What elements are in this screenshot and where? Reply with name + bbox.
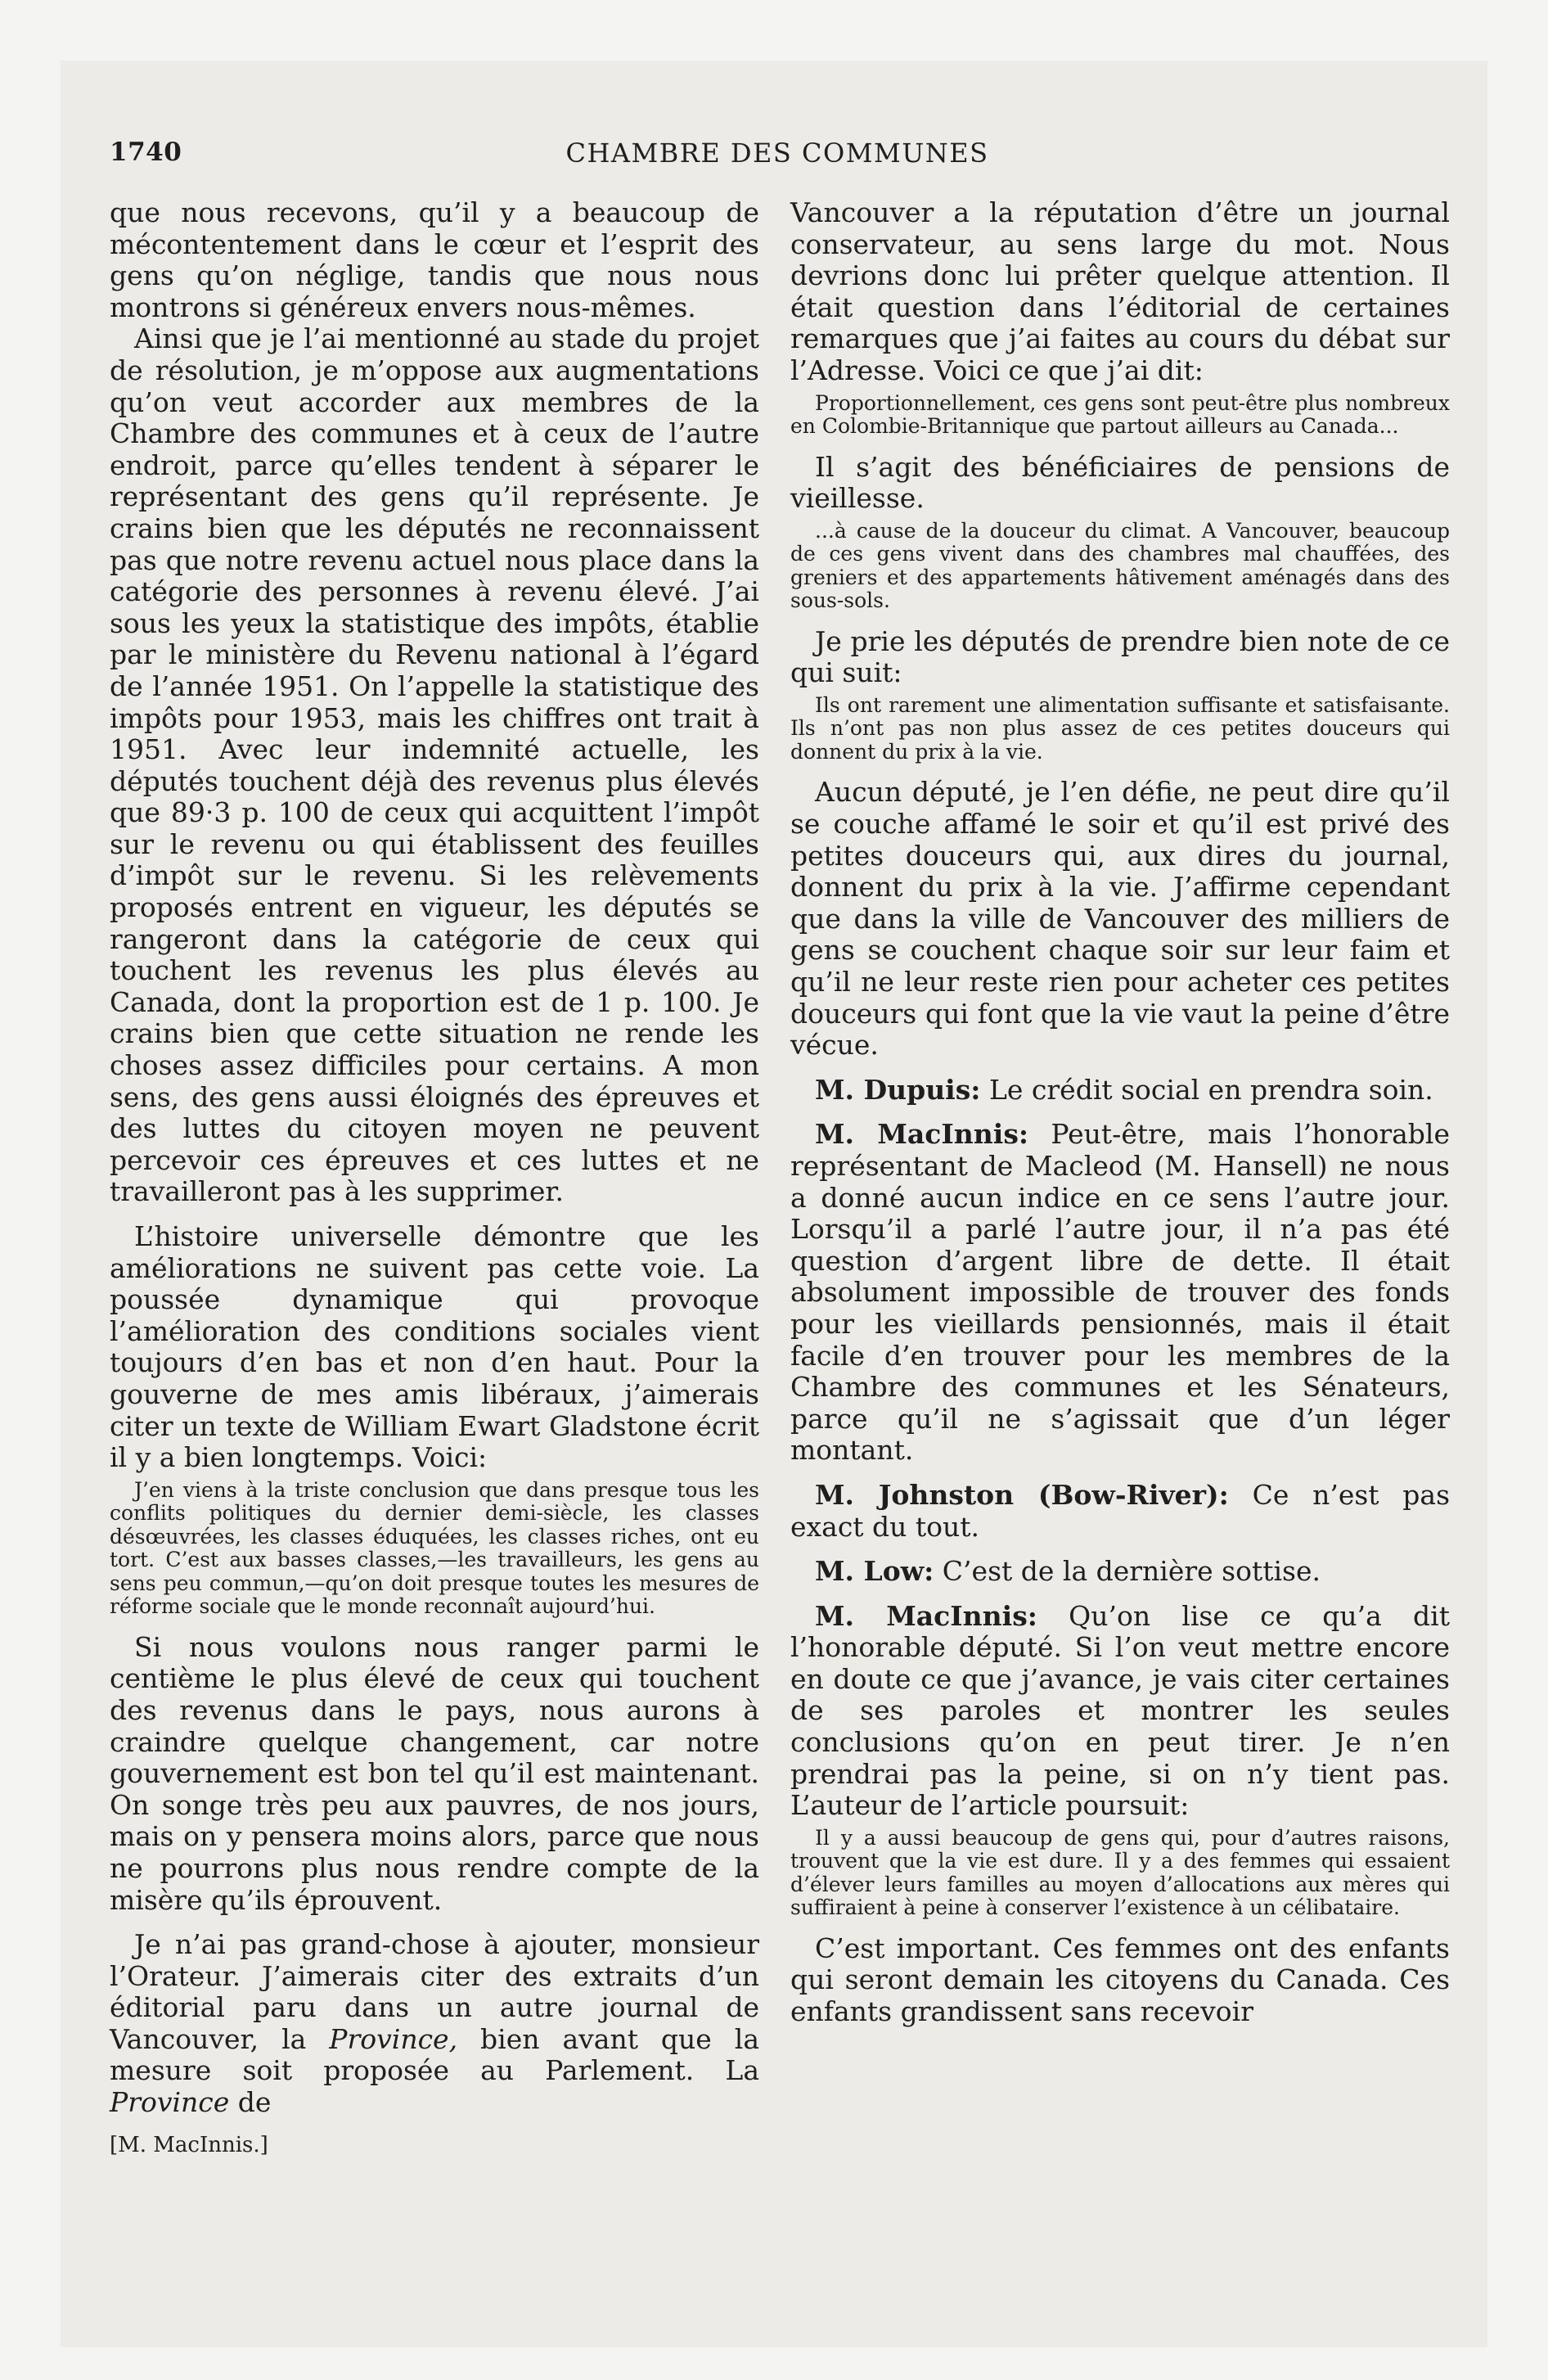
speaker-name: M. MacInnis: <box>815 1118 1029 1151</box>
block-quote: Proportionnellement, ces gens sont peut-être plus nombreux en Colombie-Britannique que partout ailleurs au Canada... <box>790 390 1450 439</box>
speech-text: Ce n’est pas exact du tout. <box>790 1478 1450 1543</box>
paragraph <box>110 1929 759 2119</box>
speech-macinnis <box>790 1601 1450 1822</box>
speaker-name: M. Johnston (Bow-River): <box>815 1478 1229 1511</box>
paragraph: que nous recevons, qu’il y a beaucoup de mécontentement dans le cœur et l’esprit des gens qu’on néglige, tandis que nous nous montrons si généreux envers nous-mêmes. <box>110 196 759 323</box>
paragraph: Si nous voulons nous ranger parmi le centième le plus élevé de ceux qui touchent des revenus dans le pays, nous aurons à craindre quelque changement, car notre gouvernement est bon tel qu’il est maintenant. On songe très peu aux pauvres, de nos jours, mais on y pensera moins alors, parce que nous ne pourrons plus nous rendre compte de la misère qu’ils éprouvent. <box>110 1630 759 1916</box>
speech-text: Qu’on lise ce qu’a dit l’honorable député. Si l’on veut mettre encore en doute ce que j’avance, je vais citer certaines de ses paroles et montrer les seules conclusions qu’on en peut tirer. Je n’en prendrai pas la peine, si on n’y tient pas. L’auteur de l’article poursuit: <box>790 1599 1450 1822</box>
block-quote: J’en viens à la triste conclusion que dans presque tous les conflits politiques du dernier demi-siècle, les classes désœuvrées, les classes éduquées, les classes riches, ont eu tort. C’est aux basses classes,—les travailleurs, les gens au sens peu commun,—qu’on doit presque toutes les mesures de réforme sociale que le monde reconnaît aujourd’hui. <box>110 1477 759 1619</box>
speech-low <box>790 1556 1450 1588</box>
speaker-name: M. Low: <box>815 1555 934 1588</box>
running-head: CHAMBRE DES COMMUNES <box>565 137 989 169</box>
paragraph-text: Je n’ai pas grand-chose à ajouter, monsieur l’Orateur. J’aimerais citer des extraits d’un éditorial paru dans un autre journal de Vancouver, la <box>110 1928 759 2055</box>
speech-text: Le crédit social en prendra soin. <box>980 1073 1433 1106</box>
block-quote: Il y a aussi beaucoup de gens qui, pour d’autres raisons, trouvent que la vie est dure. Il y a des femmes qui essaient d’élever leurs familles au moyen d’allocations aux mères qui suffiraient à peine à conserver l’existence à un célibataire. <box>790 1825 1450 1920</box>
speech-dupuis <box>790 1075 1450 1107</box>
left-column <box>110 197 759 2158</box>
paragraph: Ainsi que je l’ai mentionné au stade du projet de résolution, je m’oppose aux augmentations qu’on veut accorder aux membres de la Chambre des communes et à ceux de l’autre endroit, parce qu’elles tendent à séparer le représentant des gens qu’il représente. Je crains bien que les députés ne reconnaissent pas que notre revenu actuel nous place dans la catégorie des personnes à revenu élevé. J’ai sous les yeux la statistique des impôts, établie par le ministère du Revenu national à l’égard de l’année 1951. On l’appelle la statistique des impôts pour 1953, mais les chiffres ont trait à 1951. Avec leur indemnité actuelle, les députés touchent déjà des revenus plus élevés que 89·3 p. 100 de ceux qui acquittent l’impôt sur le revenu ou qui établissent des feuilles d’impôt sur le revenu. Si les relèvements proposés entrent en vigueur, les députés se rangeront dans la catégorie de ceux qui touchent les revenus les plus élevés au Canada, dont la proportion est de 1 p. 100. Je crains bien que cette situation ne rende les choses assez difficiles pour certains. A mon sens, des gens aussi éloignés des épreuves et des luttes du citoyen moyen ne peuvent percevoir ces épreuves et ces luttes et ne travailleront pas à les supprimer. <box>110 322 759 1208</box>
paragraph: Vancouver a la réputation d’être un journal conservateur, au sens large du mot. Nous devrions donc lui prêter quelque attention. Il était question dans l’éditorial de certaines remarques que j’ai faites au cours du débat sur l’Adresse. Voici ce que j’ai dit: <box>790 196 1450 386</box>
newspaper-title: Province, <box>329 2022 458 2055</box>
speech-text: Peut-être, mais l’honorable représentant de Macleod (M. Hansell) ne nous a donné aucun indice en ce sens l’autre jour. Lorsqu’il a parlé l’autre jour, il n’a pas été question d’argent libre de dette. Il était absolument impossible de trouver des fonds pour les vieillards pensionnés, mais il était facile d’en trouver pour les membres de la Chambre des communes et les Sénateurs, parce qu’il ne s’agissait que d’un léger montant. <box>790 1118 1450 1467</box>
page-header <box>110 137 1445 177</box>
speaker-name: M. MacInnis: <box>815 1599 1037 1632</box>
block-quote: Ils ont rarement une alimentation suffisante et satisfaisante. Ils n’ont pas non plus assez de ces petites douceurs qui donnent du prix à la vie. <box>790 692 1450 764</box>
newspaper-title: Province <box>110 2086 230 2119</box>
page-number: 1740 <box>110 137 182 167</box>
block-quote: ...à cause de la douceur du climat. A Vancouver, beaucoup de ces gens vivent dans des chambres mal chauffées, des greniers et des appartements hâtivement aménagés dans des sous-sols. <box>790 518 1450 613</box>
paragraph: L’histoire universelle démontre que les améliorations ne suivent pas cette voie. La poussée dynamique qui provoque l’amélioration des conditions sociales vient toujours d’en bas et non d’en haut. Pour la gouverne de mes amis libéraux, j’aimerais citer un texte de William Ewart Gladstone écrit il y a bien longtemps. Voici: <box>110 1220 759 1474</box>
speech-johnston <box>790 1480 1450 1543</box>
speech-text: C’est de la dernière sottise. <box>934 1555 1321 1588</box>
paragraph: Il s’agit des bénéficiaires de pensions de vieillesse. <box>790 450 1450 515</box>
paragraph: Je prie les députés de prendre bien note de ce qui suit: <box>790 624 1450 689</box>
right-column <box>790 197 1450 2028</box>
paragraph-text: de <box>229 2086 272 2119</box>
paragraph: Aucun député, je l’en défie, ne peut dire qu’il se couche affamé le soir et qu’il est privé des petites douceurs qui, aux dires du journal, donnent du prix à la vie. J’affirme cependant que dans la ville de Vancouver des milliers de gens se couchent chaque soir sur leur faim et qu’il ne leur reste rien pour acheter ces petites douceurs qui font que la vie vaut la peine d’être vécue. <box>790 776 1450 1062</box>
speaker-name: M. Dupuis: <box>815 1073 981 1106</box>
speech-macinnis <box>790 1119 1450 1467</box>
paragraph: C’est important. Ces femmes ont des enfants qui seront demain les citoyens du Canada. Ces enfants grandissent sans recevoir <box>790 1931 1450 2028</box>
paragraph-text: bien avant que la mesure soit proposée au Parlement. La <box>110 2022 759 2087</box>
speaker-signature: [M. MacInnis.] <box>110 2132 268 2157</box>
